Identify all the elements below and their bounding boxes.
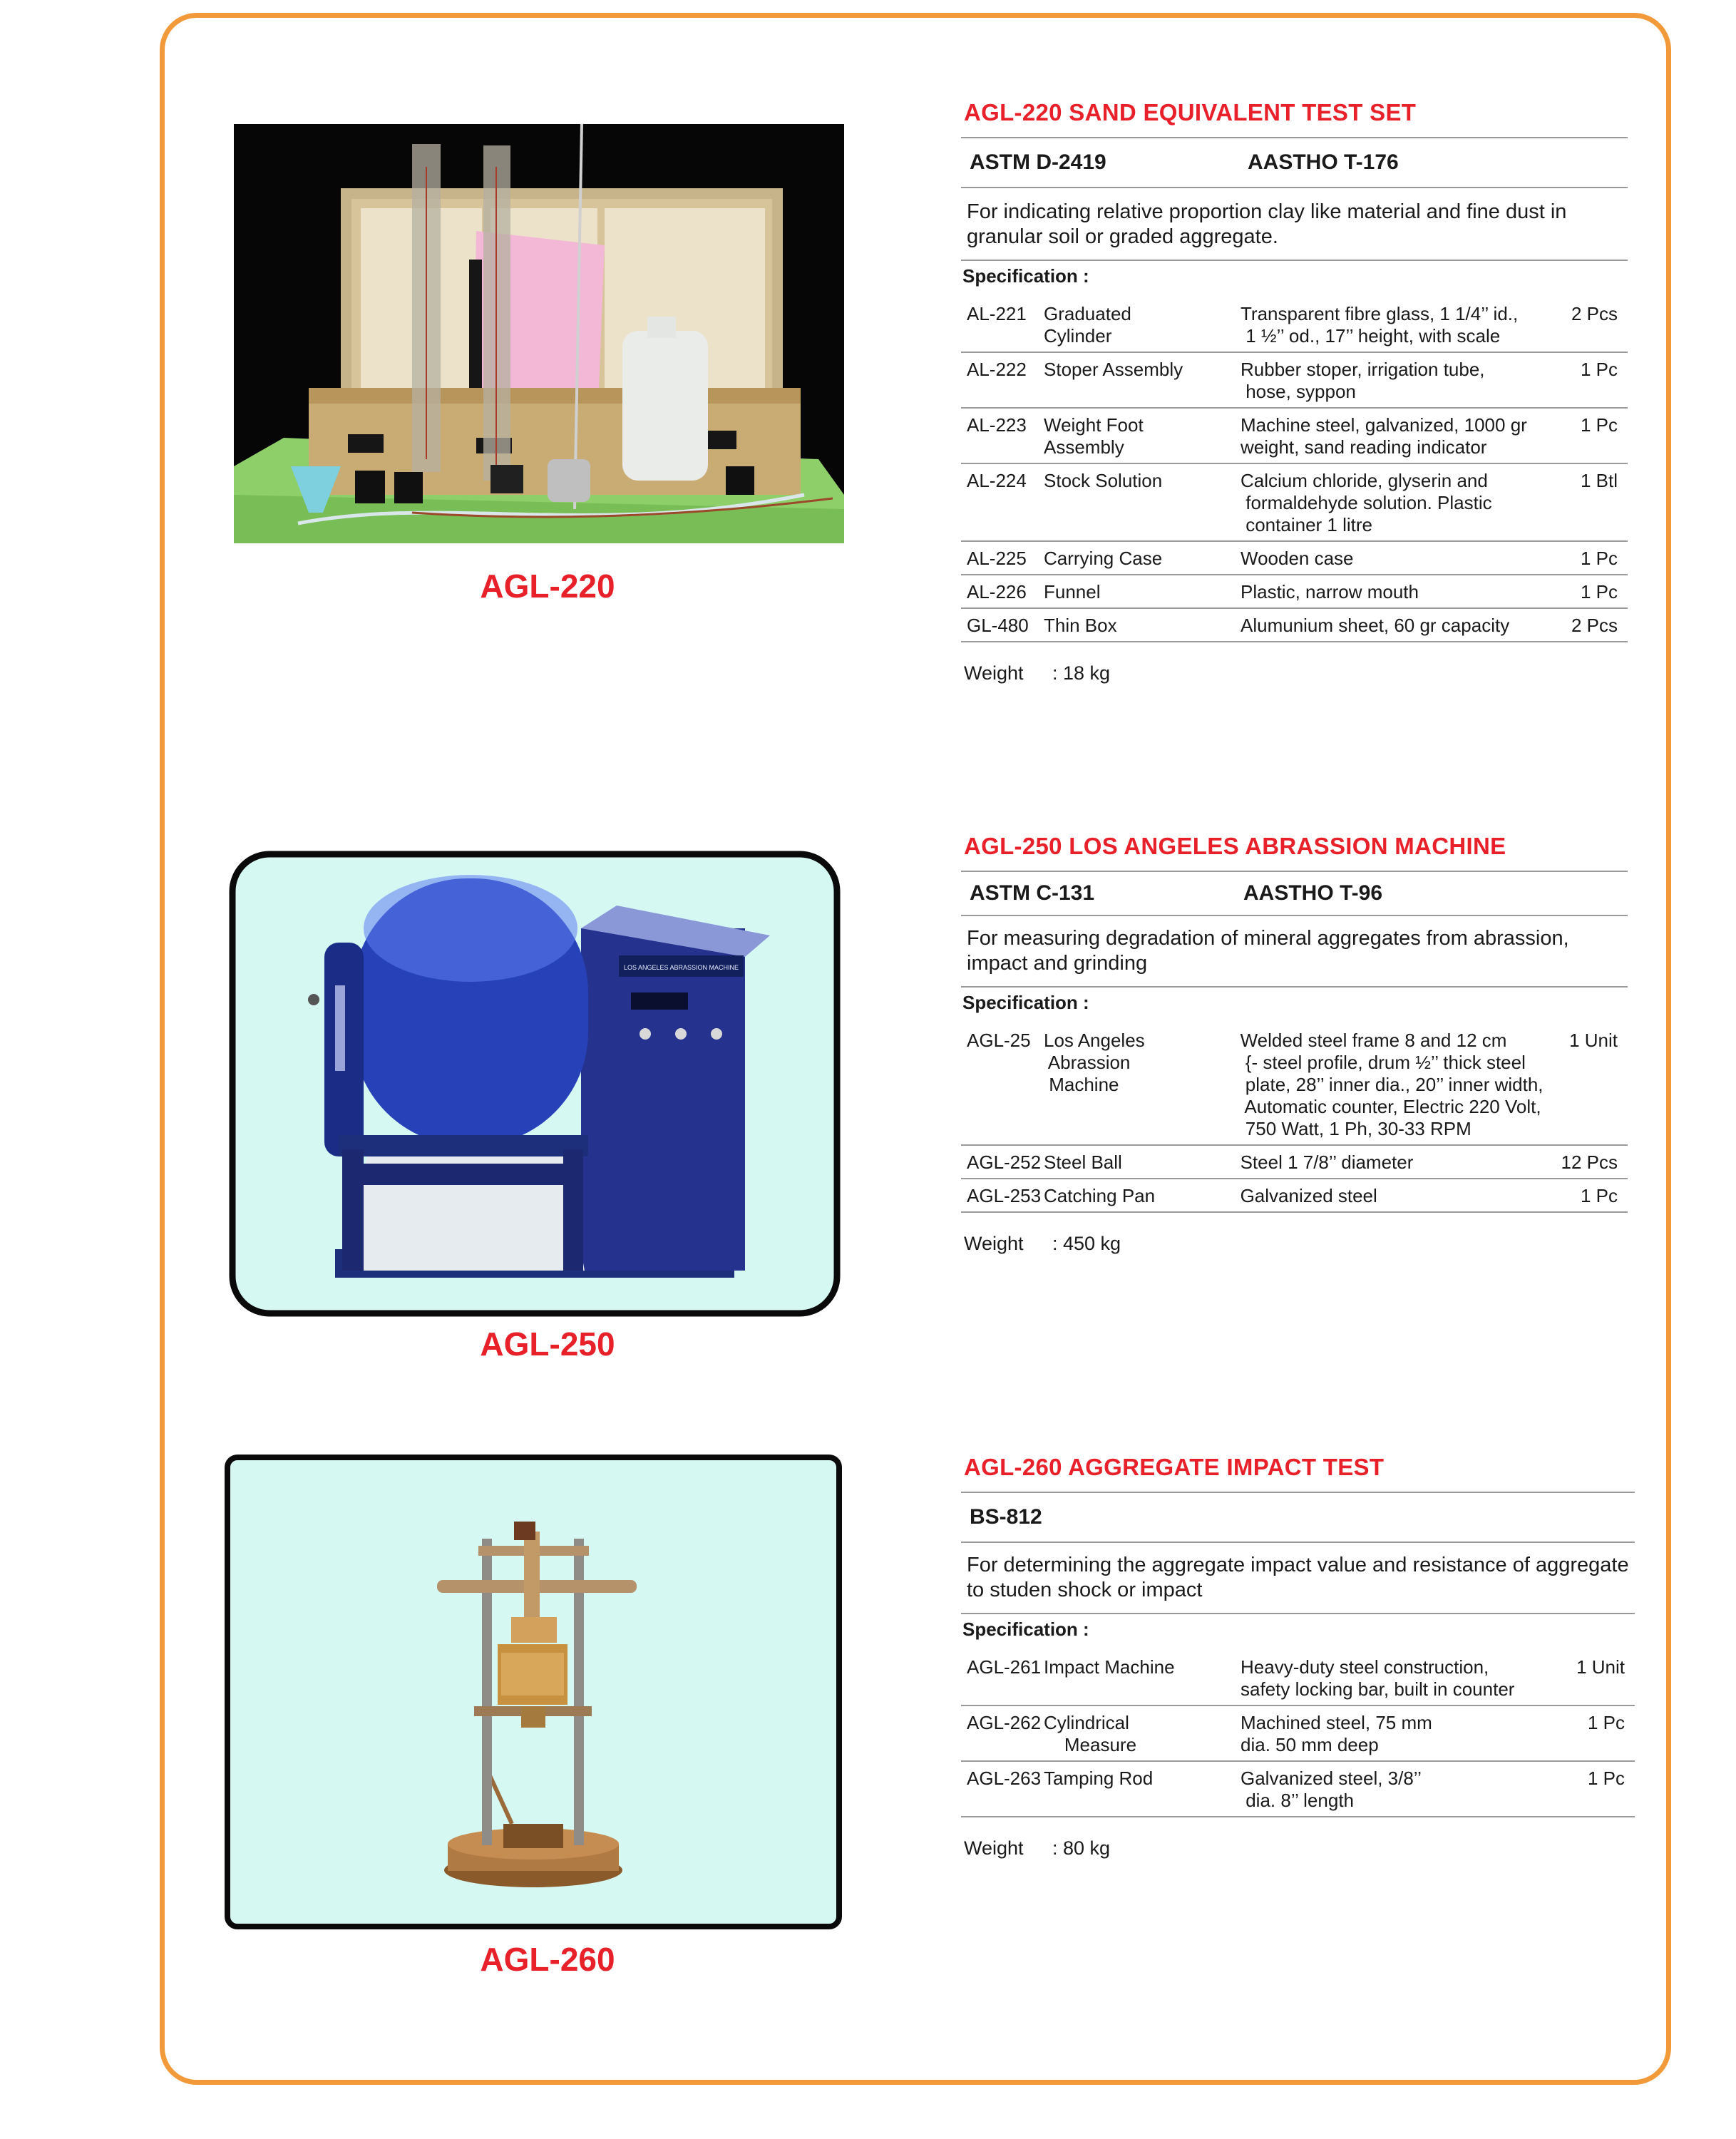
spec-row bbox=[961, 463, 1628, 541]
item-qty: 1 Btl bbox=[1580, 470, 1618, 491]
item-name: Funnel bbox=[1044, 581, 1101, 602]
product-description: For determining the aggregate impact value and resistance of aggregate to studen shock or impact bbox=[967, 1554, 1629, 1601]
weight-label: Weight bbox=[964, 1837, 1024, 1859]
spec-heading: Specification : bbox=[962, 1619, 1089, 1640]
spec-rows bbox=[961, 1651, 1635, 1817]
standard-bs: BS-812 bbox=[970, 1505, 1042, 1529]
sand-equivalent-photo bbox=[234, 124, 844, 543]
weight-value: : 450 kg bbox=[1052, 1233, 1121, 1254]
item-spec: Transparent fibre glass, 1 1/4’’ id., 1 ½’’ od., 17’’ height, with scale bbox=[1241, 303, 1519, 347]
item-code: AL-222 bbox=[967, 359, 1027, 380]
spec-block-agl-260 bbox=[961, 1452, 1635, 1860]
spec-block-agl-250 bbox=[961, 831, 1628, 1255]
item-spec: Galvanized steel, 3/8’’ dia. 8’’ length bbox=[1241, 1768, 1422, 1811]
item-code: AGL-252 bbox=[967, 1151, 1042, 1173]
abrasion-machine-photo bbox=[228, 850, 841, 1318]
product-photo-agl-260 bbox=[223, 1453, 843, 1931]
spec-row bbox=[961, 1761, 1635, 1817]
item-qty: 12 Pcs bbox=[1561, 1151, 1618, 1173]
spec-row bbox=[961, 408, 1628, 463]
item-name: Cylindrical Measure bbox=[1044, 1712, 1137, 1755]
standard-astm: ASTM D-2419 bbox=[970, 150, 1106, 174]
item-name: Los Angeles Abrassion Machine bbox=[1043, 1030, 1145, 1095]
spec-table bbox=[961, 297, 1628, 642]
spec-row bbox=[961, 608, 1628, 642]
item-code: AGL-262 bbox=[967, 1712, 1042, 1733]
spec-row bbox=[961, 297, 1628, 352]
item-spec: Welded steel frame 8 and 12 cm {- steel profile, drum ½’’ thick steel plate, 28’’ inner dia., 20’’ inner width, Automatic counter, Electric 220 Volt, 750 Watt, 1 Ph, 30-33 RPM bbox=[1240, 1030, 1544, 1139]
item-qty: 1 Pc bbox=[1580, 548, 1618, 569]
item-spec: Wooden case bbox=[1241, 548, 1354, 569]
item-qty: 1 Pc bbox=[1580, 359, 1618, 380]
item-name: Carrying Case bbox=[1044, 548, 1163, 569]
spec-row bbox=[961, 352, 1628, 408]
spec-table bbox=[961, 1024, 1628, 1213]
spec-table bbox=[961, 1651, 1635, 1817]
product-photo-agl-250 bbox=[228, 850, 841, 1318]
item-code: AL-225 bbox=[967, 548, 1027, 569]
product-title: AGL-220 SAND EQUIVALENT TEST SET bbox=[964, 99, 1417, 125]
item-name: Steel Ball bbox=[1043, 1151, 1122, 1173]
spec-row bbox=[961, 541, 1628, 575]
item-qty: 2 Pcs bbox=[1571, 615, 1618, 636]
item-name: Catching Pan bbox=[1043, 1185, 1156, 1206]
item-code: GL-480 bbox=[967, 615, 1029, 636]
item-qty: 1 Unit bbox=[1569, 1030, 1618, 1051]
spec-row bbox=[961, 1145, 1628, 1179]
standard-aastho: AASTHO T-96 bbox=[1243, 881, 1383, 905]
weight-label: Weight bbox=[964, 1233, 1024, 1254]
item-qty: 1 Pc bbox=[1580, 1185, 1618, 1206]
item-name: Weight Foot Assembly bbox=[1044, 414, 1144, 458]
weight-line bbox=[961, 642, 1628, 684]
item-spec: Steel 1 7/8’’ diameter bbox=[1240, 1151, 1414, 1173]
item-code: AGL-25 bbox=[967, 1030, 1031, 1051]
spec-heading: Specification : bbox=[962, 265, 1089, 287]
item-name: Stock Solution bbox=[1044, 470, 1163, 491]
weight-value: : 80 kg bbox=[1052, 1837, 1111, 1859]
spec-heading: Specification : bbox=[962, 992, 1089, 1013]
item-qty: 1 Pc bbox=[1587, 1768, 1625, 1789]
spec-row bbox=[961, 1024, 1628, 1145]
standard-aastho: AASTHO T-176 bbox=[1248, 150, 1399, 174]
spec-row bbox=[961, 1705, 1635, 1761]
standards-row bbox=[961, 138, 1628, 187]
standards-row bbox=[961, 872, 1628, 915]
standard-astm: ASTM C-131 bbox=[970, 881, 1095, 905]
product-photo-agl-220 bbox=[234, 124, 844, 543]
item-qty: 1 Pc bbox=[1580, 581, 1618, 602]
weight-line bbox=[961, 1213, 1628, 1255]
spec-rows bbox=[961, 297, 1628, 642]
item-name: Thin Box bbox=[1044, 615, 1117, 636]
spec-row bbox=[961, 1179, 1628, 1212]
weight-value: : 18 kg bbox=[1052, 662, 1111, 684]
item-spec: Galvanized steel bbox=[1240, 1185, 1377, 1206]
item-name: Graduated Cylinder bbox=[1044, 303, 1131, 347]
item-spec: Calcium chloride, glyserin and formaldehyde solution. Plastic container 1 litre bbox=[1241, 470, 1492, 535]
item-code: AGL-253 bbox=[967, 1185, 1042, 1206]
item-code: AL-224 bbox=[967, 470, 1027, 491]
item-qty: 1 Pc bbox=[1580, 414, 1618, 436]
item-name: Tamping Rod bbox=[1044, 1768, 1154, 1789]
item-qty: 1 Pc bbox=[1587, 1712, 1625, 1733]
item-spec: Heavy-duty steel construction, safety locking bar, built in counter bbox=[1241, 1656, 1515, 1700]
product-description: For indicating relative proportion clay like material and fine dust in granular soil or graded aggregate. bbox=[967, 200, 1567, 248]
panel-tag-text: LOS ANGELES ABRASSION MACHINE bbox=[624, 964, 739, 971]
item-qty: 1 Unit bbox=[1576, 1656, 1625, 1678]
item-spec: Machine steel, galvanized, 1000 gr weight, sand reading indicator bbox=[1241, 414, 1527, 458]
item-name: Impact Machine bbox=[1044, 1656, 1175, 1678]
photo-label-agl-260: AGL-260 bbox=[480, 1941, 615, 1978]
weight-line bbox=[961, 1817, 1635, 1860]
weight-label: Weight bbox=[964, 662, 1024, 684]
item-code: AL-226 bbox=[967, 581, 1027, 602]
spec-rows bbox=[961, 1024, 1628, 1212]
standards-row bbox=[961, 1493, 1635, 1542]
product-title: AGL-250 LOS ANGELES ABRASSION MACHINE bbox=[964, 833, 1506, 859]
item-spec: Rubber stoper, irrigation tube, hose, syppon bbox=[1241, 359, 1485, 402]
item-code: AGL-261 bbox=[967, 1656, 1042, 1678]
item-spec: Plastic, narrow mouth bbox=[1241, 581, 1419, 602]
item-name: Stoper Assembly bbox=[1044, 359, 1183, 380]
spec-row bbox=[961, 575, 1628, 608]
product-description: For measuring degradation of mineral aggregates from abrassion, impact and grinding bbox=[967, 927, 1569, 975]
photo-label-agl-250: AGL-250 bbox=[480, 1325, 615, 1363]
product-title: AGL-260 AGGREGATE IMPACT TEST bbox=[964, 1454, 1385, 1480]
item-code: AL-223 bbox=[967, 414, 1027, 436]
item-spec: Alumunium sheet, 60 gr capacity bbox=[1241, 615, 1510, 636]
item-qty: 2 Pcs bbox=[1571, 303, 1618, 324]
spec-block-agl-220 bbox=[961, 97, 1628, 684]
item-code: AL-221 bbox=[967, 303, 1027, 324]
spec-row bbox=[961, 1651, 1635, 1705]
item-spec: Machined steel, 75 mm dia. 50 mm deep bbox=[1241, 1712, 1432, 1755]
photo-label-agl-220: AGL-220 bbox=[480, 568, 615, 605]
item-code: AGL-263 bbox=[967, 1768, 1042, 1789]
impact-tester-photo bbox=[223, 1453, 843, 1931]
